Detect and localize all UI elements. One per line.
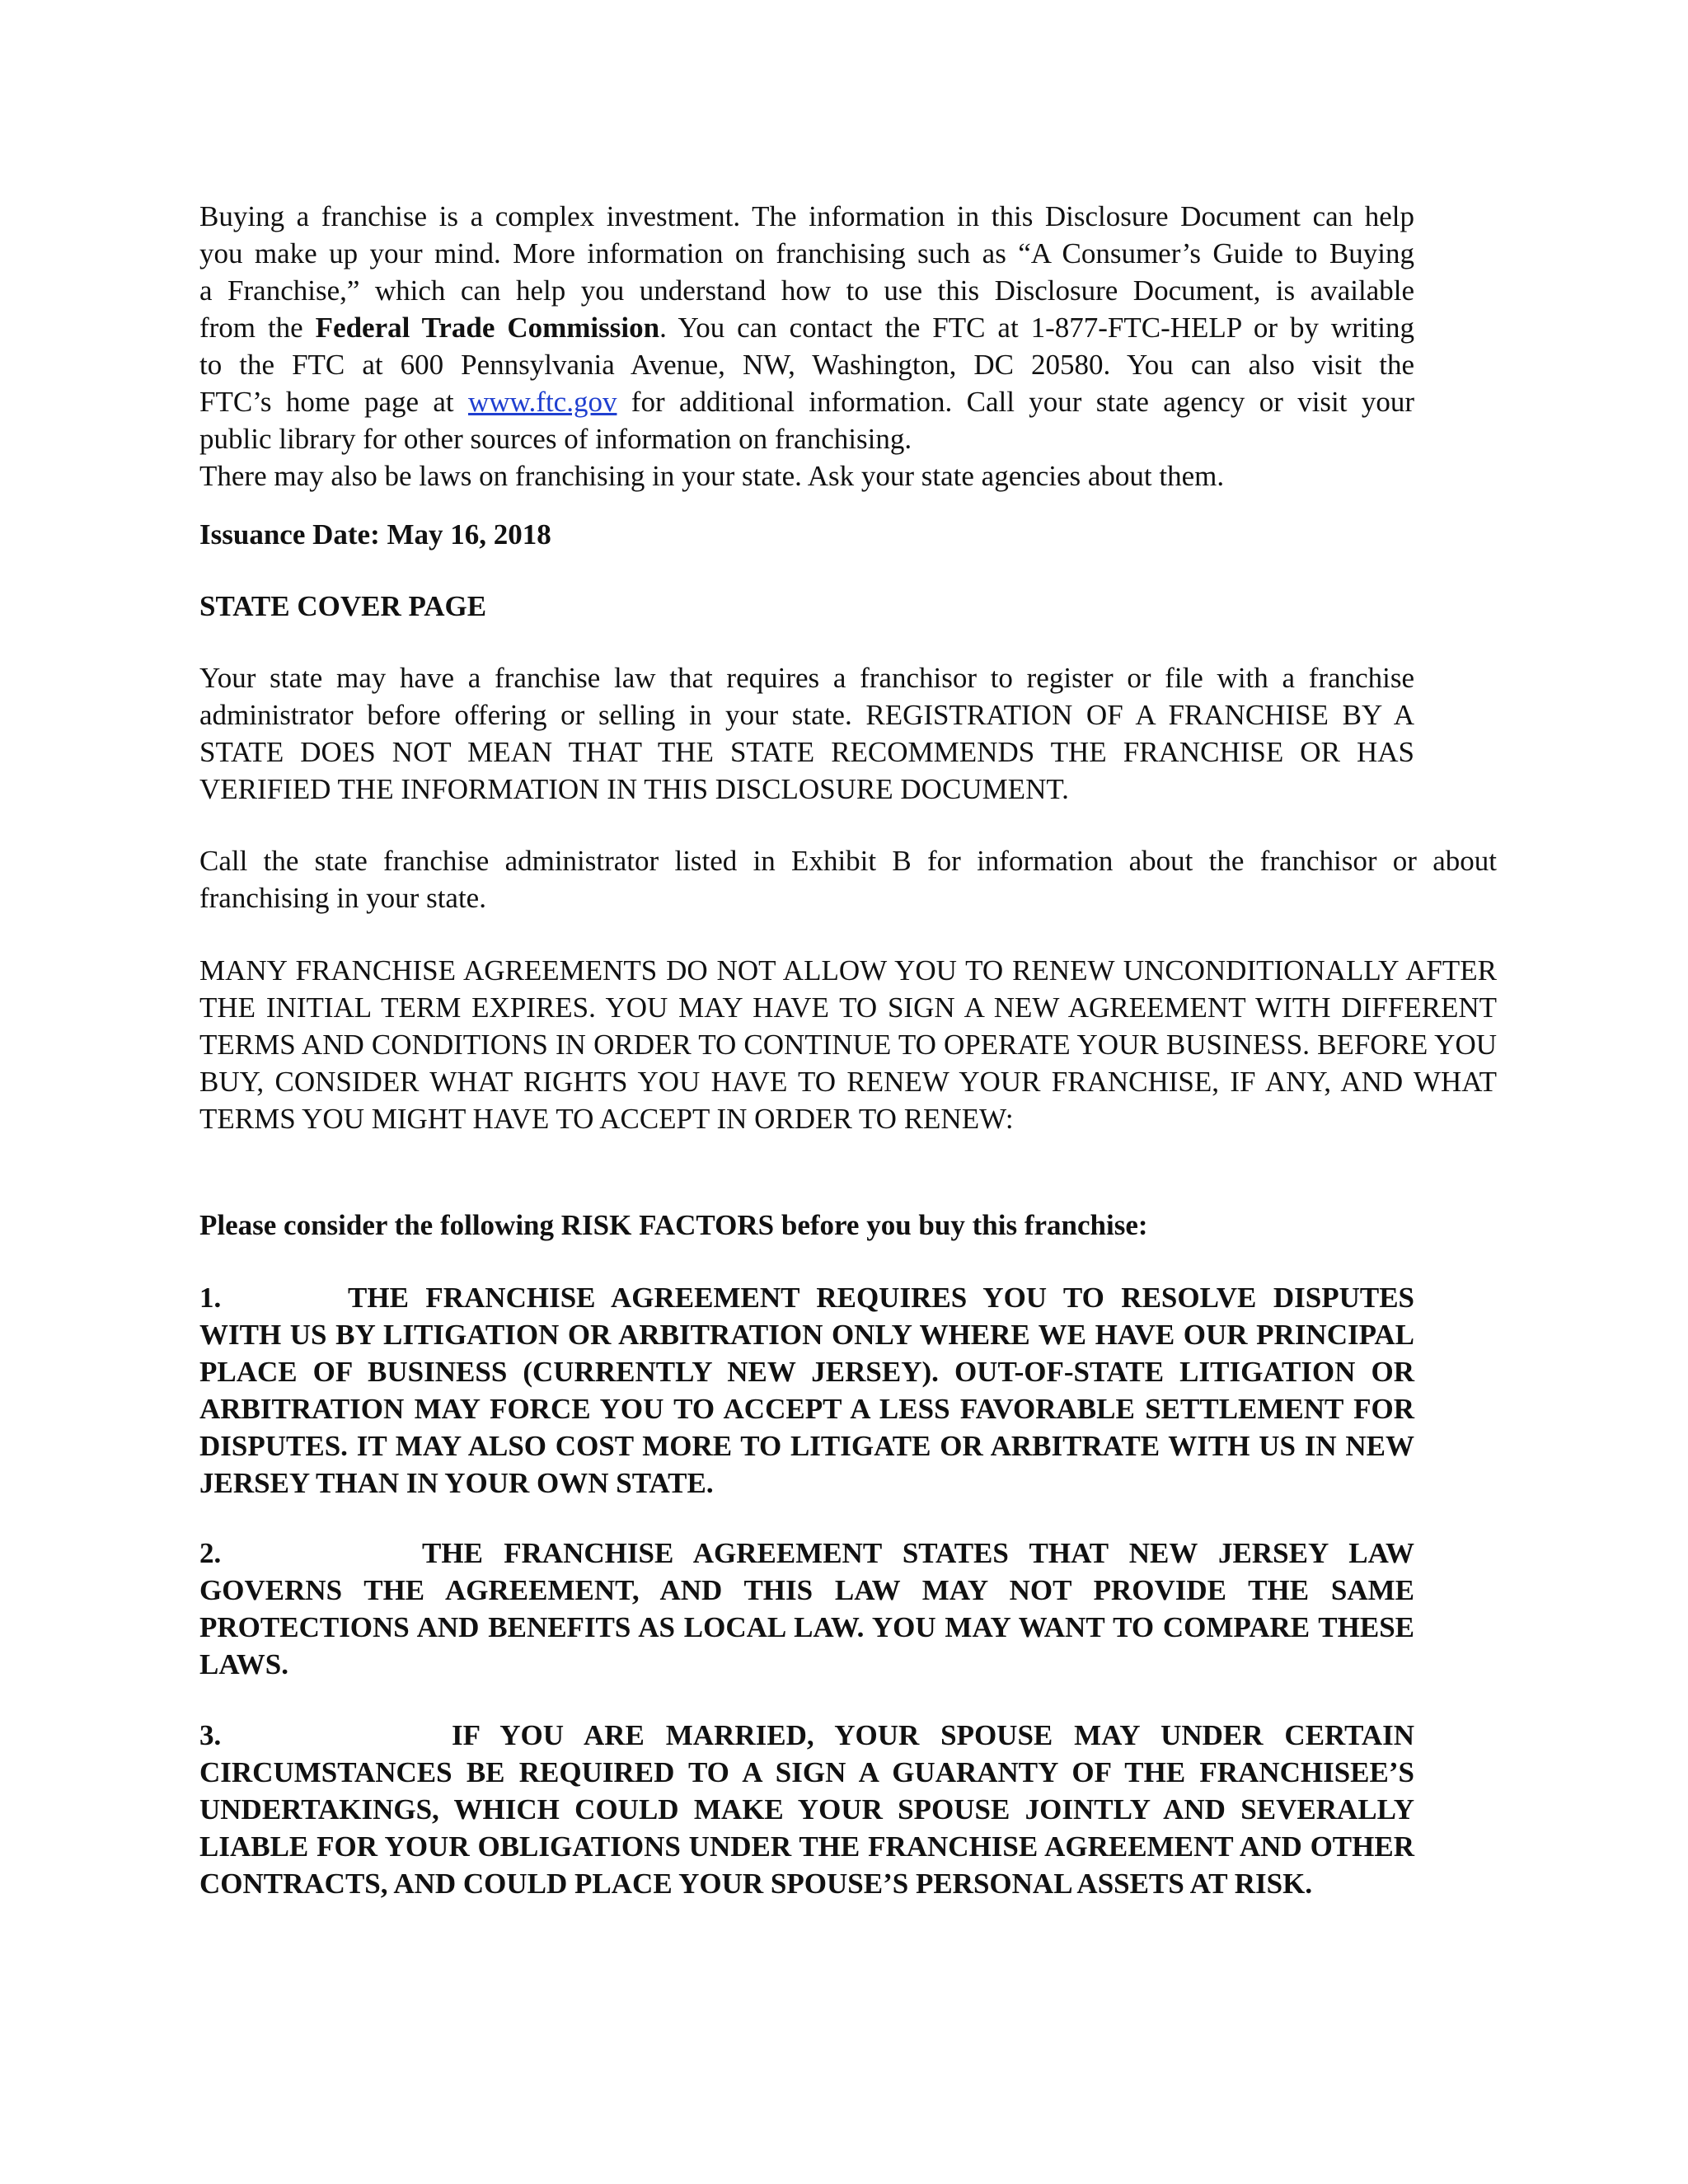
- state-administrator-paragraph: Call the state franchise administrator listed in Exhibit B for information about the franchisor or about franchising in your state.: [199, 845, 1497, 914]
- intro-line: [199, 309, 1414, 346]
- intro-line: There may also be laws on franchising in your state. Ask your state agencies about them.: [199, 460, 1225, 492]
- intro-line: to the FTC at 600 Pennsylvania Avenue, NW, Washington, DC 20580. You can also visit the: [199, 349, 1414, 381]
- risk-factors-heading: Please consider the following RISK FACTORS before you buy this franchise:: [199, 1209, 1148, 1241]
- intro-line: you make up your mind. More information on franchising such as “A Consumer’s Guide to Buying: [199, 237, 1414, 269]
- cover-page-title: STATE COVER PAGE: [199, 590, 487, 622]
- ftc-website-link[interactable]: www.ftc.gov: [468, 386, 617, 418]
- intro-text: FTC’s home page at: [199, 386, 468, 418]
- intro-line: Buying a franchise is a complex investment. The information in this Disclosure Document can help: [199, 200, 1414, 232]
- ftc-name: Federal Trade Commission: [315, 312, 660, 344]
- risk-factor-2: [199, 1535, 1414, 1683]
- risk-number: 2.: [199, 1537, 222, 1569]
- risk-text: IF YOU ARE MARRIED, YOUR SPOUSE MAY UNDER CERTAIN CIRCUMSTANCES BE REQUIRED TO A SIGN A GUARANTY OF THE FRANCHISEE’S UNDERTAKINGS, WHICH COULD MAKE YOUR SPOUSE JOINTLY AND SEVERALLY LIABLE FOR YOUR OBLIGATIONS UNDER THE FRANCHISE AGREEMENT AND OTHER CONTRACTS, AND COULD PLACE YOUR SPOUSE’S PERSONAL ASSETS AT RISK.: [199, 1719, 1414, 1900]
- intro-text: for additional information. Call your state agency or visit your: [617, 386, 1414, 418]
- intro-line: public library for other sources of information on franchising.: [199, 423, 912, 455]
- risk-text: THE FRANCHISE AGREEMENT STATES THAT NEW JERSEY LAW GOVERNS THE AGREEMENT, AND THIS LAW MAY NOT PROVIDE THE SAME PROTECTIONS AND BENEFITS AS LOCAL LAW. YOU MAY WANT TO COMPARE THESE LAWS.: [199, 1537, 1414, 1680]
- intro-text: . You can contact the FTC at 1-877-FTC-HELP or by writing: [659, 312, 1414, 344]
- intro-text: from the: [199, 312, 316, 344]
- risk-factor-1: [199, 1279, 1414, 1502]
- intro-line: [199, 383, 1414, 420]
- intro-paragraph: [199, 198, 1414, 494]
- risk-number: 1.: [199, 1282, 222, 1314]
- risk-text: THE FRANCHISE AGREEMENT REQUIRES YOU TO RESOLVE DISPUTES WITH US BY LITIGATION OR ARBITRATION ONLY WHERE WE HAVE OUR PRINCIPAL PLACE OF BUSINESS (CURRENTLY NEW JERSEY). OUT-OF-STATE LITIGATION OR ARBITRATION MAY FORCE YOU TO ACCEPT A LESS FAVORABLE SETTLEMENT FOR DISPUTES. IT MAY ALSO COST MORE TO LITIGATE OR ARBITRATE WITH US IN NEW JERSEY THAN IN YOUR OWN STATE.: [199, 1282, 1414, 1499]
- intro-line: a Franchise,” which can help you understand how to use this Disclosure Document, is available: [199, 274, 1414, 307]
- registration-paragraph: Your state may have a franchise law that requires a franchisor to register or file with a franchise administrator before offering or selling in your state. REGISTRATION OF A FRANCHISE BY A STATE DOES NOT MEAN THAT THE STATE RECOMMENDS THE FRANCHISE OR HAS VERIFIED THE INFORMATION IN THIS DISCLOSURE DOCUMENT.: [199, 662, 1414, 805]
- issuance-date: Issuance Date: May 16, 2018: [199, 518, 551, 551]
- risk-number: 3.: [199, 1719, 222, 1751]
- renewal-paragraph: MANY FRANCHISE AGREEMENTS DO NOT ALLOW YOU TO RENEW UNCONDITIONALLY AFTER THE INITIAL TERM EXPIRES. YOU MAY HAVE TO SIGN A NEW AGREEMENT WITH DIFFERENT TERMS AND CONDITIONS IN ORDER TO CONTINUE TO OPERATE YOUR BUSINESS. BEFORE YOU BUY, CONSIDER WHAT RIGHTS YOU HAVE TO RENEW YOUR FRANCHISE, IF ANY, AND WHAT TERMS YOU MIGHT HAVE TO ACCEPT IN ORDER TO RENEW:: [199, 954, 1497, 1135]
- risk-factor-3: [199, 1717, 1414, 1902]
